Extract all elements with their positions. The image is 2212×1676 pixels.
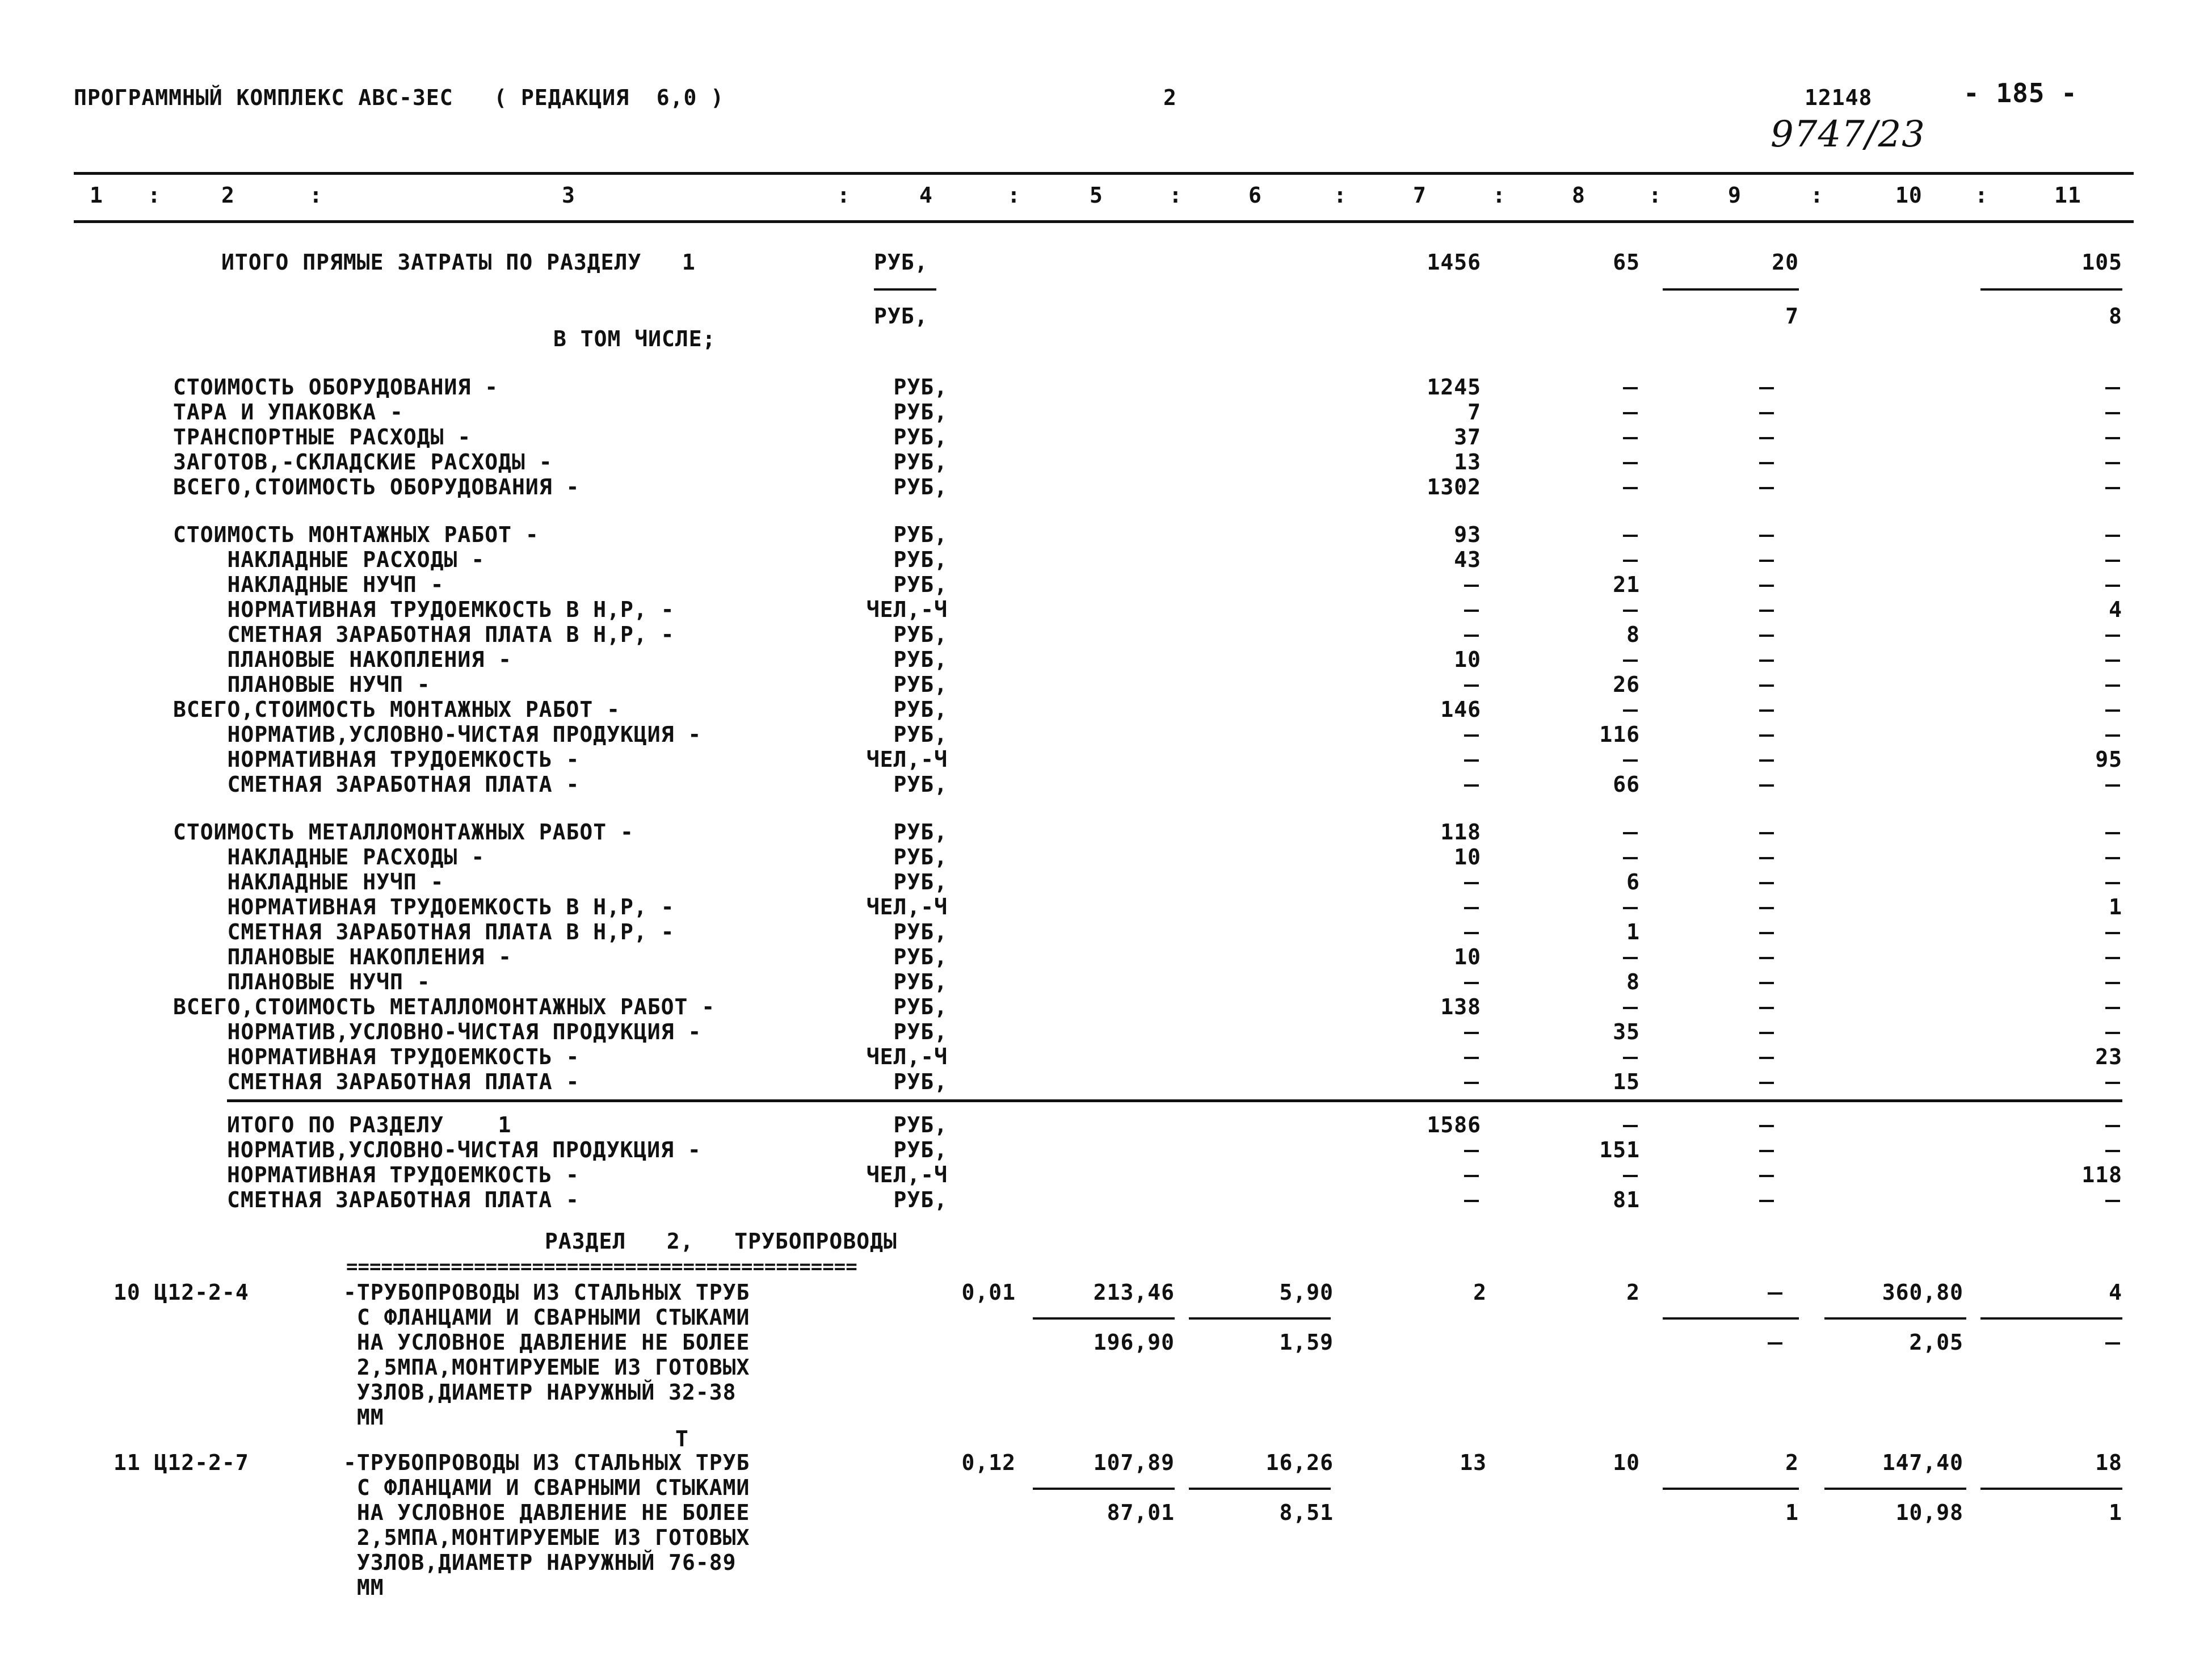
column-number: 6 xyxy=(1248,183,1262,208)
dash-row-c11 xyxy=(2105,535,2120,537)
section1-total-c8: 65 xyxy=(1613,250,1640,275)
row-c7: 43 xyxy=(1454,547,1481,572)
item-c5: 213,46 xyxy=(1093,1280,1175,1305)
row-c11: 95 xyxy=(2095,747,2122,772)
dash-row-c11 xyxy=(2105,660,2120,662)
section1-total-unit: РУБ, xyxy=(874,250,928,275)
item-c5: 107,89 xyxy=(1093,1450,1175,1475)
dash-row-c7 xyxy=(1464,610,1479,612)
dash-row-c9 xyxy=(1759,684,1774,687)
dash-item-c9 xyxy=(1768,1292,1782,1295)
row-c7: 10 xyxy=(1454,647,1481,672)
dash-row-c7 xyxy=(1464,784,1479,787)
dash-row-c11 xyxy=(2105,882,2120,884)
item-c10: 360,80 xyxy=(1882,1280,1963,1305)
page-number: 2 xyxy=(1163,85,1177,110)
item-c6: 16,26 xyxy=(1265,1450,1334,1475)
dash-row-c11 xyxy=(2105,1082,2120,1084)
row-c8: 8 xyxy=(1626,622,1640,647)
row-unit: РУБ, xyxy=(893,869,948,894)
row-c11: 23 xyxy=(2095,1044,2122,1069)
item-number: 10 Ц12-2-4 xyxy=(113,1280,249,1305)
item-fraction-rule xyxy=(1189,1317,1331,1320)
row-label: СТОИМОСТЬ ОБОРУДОВАНИЯ - xyxy=(173,375,499,400)
row-unit: РУБ, xyxy=(893,450,948,474)
dash-total-c8 xyxy=(1623,1175,1638,1177)
row-c8: 1 xyxy=(1626,919,1640,944)
item-description-line: ММ xyxy=(343,1575,384,1600)
item-mark: Т xyxy=(675,1426,689,1451)
row-unit: РУБ, xyxy=(893,969,948,994)
row-unit: РУБ, xyxy=(893,772,948,797)
section2-title: РАЗДЕЛ 2, ТРУБОПРОВОДЫ xyxy=(545,1229,897,1254)
row-c8: 66 xyxy=(1613,772,1640,797)
row-unit: РУБ, xyxy=(893,944,948,969)
row-c8: 116 xyxy=(1599,722,1640,747)
row-label: НАКЛАДНЫЕ НУЧП - xyxy=(173,572,444,597)
dash-item-c11b xyxy=(2105,1342,2120,1345)
column-number: 7 xyxy=(1413,183,1427,208)
row-c8: 21 xyxy=(1613,572,1640,597)
item-c11b: 1 xyxy=(2109,1500,2122,1525)
row-unit: РУБ, xyxy=(893,697,948,722)
column-number: 3 xyxy=(562,183,575,208)
column-separator: : xyxy=(1975,183,1988,208)
total-label: НОРМАТИВНАЯ ТРУДОЕМКОСТЬ - xyxy=(227,1162,579,1187)
row-label: НОРМАТИВ,УСЛОВНО-ЧИСТАЯ ПРОДУКЦИЯ - xyxy=(173,1019,702,1044)
item-c10: 147,40 xyxy=(1882,1450,1963,1475)
column-separator: : xyxy=(1007,183,1021,208)
dash-row-c9 xyxy=(1759,585,1774,587)
dash-row-c8 xyxy=(1623,832,1638,834)
item-qty: 0,12 xyxy=(961,1450,1016,1475)
dash-row-c9 xyxy=(1759,882,1774,884)
item-fraction-rule xyxy=(1663,1317,1799,1320)
row-label: ЗАГОТОВ,-СКЛАДСКИЕ РАСХОДЫ - xyxy=(173,450,553,474)
row-unit: ЧЕЛ,-Ч xyxy=(866,1044,948,1069)
item-c7: 13 xyxy=(1460,1450,1487,1475)
dash-row-c7 xyxy=(1464,1082,1479,1084)
dash-total-c9 xyxy=(1759,1200,1774,1202)
row-c8: 15 xyxy=(1613,1069,1640,1094)
row-unit: РУБ, xyxy=(893,820,948,845)
item-c6: 5,90 xyxy=(1279,1280,1334,1305)
row-unit: РУБ, xyxy=(893,425,948,450)
row-unit: РУБ, xyxy=(893,1019,948,1044)
dash-row-c7 xyxy=(1464,635,1479,637)
total-unit: РУБ, xyxy=(893,1137,948,1162)
row-c8: 35 xyxy=(1613,1019,1640,1044)
section1-total-c11: 105 xyxy=(2081,250,2122,275)
dash-row-c11 xyxy=(2105,585,2120,587)
row-label: ПЛАНОВЫЕ НУЧП - xyxy=(173,969,431,994)
row-label: СМЕТНАЯ ЗАРАБОТНАЯ ПЛАТА В Н,Р, - xyxy=(173,919,675,944)
item-fraction-rule xyxy=(1033,1488,1175,1490)
row-label: СМЕТНАЯ ЗАРАБОТНАЯ ПЛАТА - xyxy=(173,772,580,797)
item-description-line: УЗЛОВ,ДИАМЕТР НАРУЖНЫЙ 32-38 xyxy=(343,1380,737,1405)
dash-row-c8 xyxy=(1623,387,1638,389)
row-label: СМЕТНАЯ ЗАРАБОТНАЯ ПЛАТА - xyxy=(173,1069,580,1094)
row-c7: 10 xyxy=(1454,845,1481,869)
item-c6b: 1,59 xyxy=(1279,1330,1334,1355)
dash-row-c7 xyxy=(1464,1057,1479,1059)
item-c5b: 196,90 xyxy=(1093,1330,1175,1355)
column-separator: : xyxy=(309,183,323,208)
column-separator: : xyxy=(148,183,161,208)
dash-row-c11 xyxy=(2105,462,2120,464)
row-unit: РУБ, xyxy=(893,1069,948,1094)
handwritten-reference: 9747/23 xyxy=(1771,114,1925,156)
row-label: СТОИМОСТЬ МЕТАЛЛОМОНТАЖНЫХ РАБОТ - xyxy=(173,820,634,845)
row-label: НАКЛАДНЫЕ РАСХОДЫ - xyxy=(173,547,485,572)
row-label: НОРМАТИВ,УСЛОВНО-ЧИСТАЯ ПРОДУКЦИЯ - xyxy=(173,722,702,747)
row-c7: 1302 xyxy=(1427,474,1481,499)
dash-row-c9 xyxy=(1759,560,1774,562)
row-label: ВСЕГО,СТОИМОСТЬ МОНТАЖНЫХ РАБОТ - xyxy=(173,697,620,722)
dash-total-c7 xyxy=(1464,1175,1479,1177)
row-c7: 37 xyxy=(1454,425,1481,450)
item-description-line: С ФЛАНЦАМИ И СВАРНЫМИ СТЫКАМИ xyxy=(343,1305,750,1330)
item-fraction-rule xyxy=(1033,1317,1175,1320)
dash-row-c8 xyxy=(1623,412,1638,414)
sheet-number: - 185 - xyxy=(1963,78,2078,108)
section1-total-c9: 20 xyxy=(1772,250,1799,275)
dash-row-c8 xyxy=(1623,907,1638,909)
dash-row-c11 xyxy=(2105,982,2120,984)
total-label: СМЕТНАЯ ЗАРАБОТНАЯ ПЛАТА - xyxy=(227,1187,579,1212)
column-separator: : xyxy=(1334,183,1347,208)
unit-underline xyxy=(874,288,936,291)
dash-row-c9 xyxy=(1759,1082,1774,1084)
dash-row-c9 xyxy=(1759,857,1774,859)
item-fraction-rule xyxy=(1824,1488,1966,1490)
item-description-line: УЗЛОВ,ДИАМЕТР НАРУЖНЫЙ 76-89 xyxy=(343,1550,737,1575)
column-number: 8 xyxy=(1572,183,1586,208)
row-c11: 4 xyxy=(2109,597,2122,622)
item-fraction-rule xyxy=(1980,1488,2122,1490)
dash-row-c9 xyxy=(1759,535,1774,537)
row-label: НАКЛАДНЫЕ НУЧП - xyxy=(173,869,444,894)
dash-row-c8 xyxy=(1623,660,1638,662)
section1-total-c9b: 7 xyxy=(1785,304,1799,329)
row-label: ТРАНСПОРТНЫЕ РАСХОДЫ - xyxy=(173,425,472,450)
totals-top-rule xyxy=(227,1099,2122,1102)
dash-total-c9 xyxy=(1759,1150,1774,1152)
dash-row-c9 xyxy=(1759,412,1774,414)
dash-row-c9 xyxy=(1759,709,1774,712)
row-label: ВСЕГО,СТОИМОСТЬ ОБОРУДОВАНИЯ - xyxy=(173,474,580,499)
item-fraction-rule xyxy=(1189,1488,1331,1490)
row-unit: РУБ, xyxy=(893,547,948,572)
row-unit: РУБ, xyxy=(893,994,948,1019)
dash-row-c11 xyxy=(2105,734,2120,737)
item-description-line: ММ xyxy=(343,1405,384,1430)
row-label: НАКЛАДНЫЕ РАСХОДЫ - xyxy=(173,845,485,869)
row-unit: РУБ, xyxy=(893,622,948,647)
dash-row-c8 xyxy=(1623,560,1638,562)
dash-row-c7 xyxy=(1464,585,1479,587)
item-fraction-rule xyxy=(1663,1488,1799,1490)
row-c8: 6 xyxy=(1626,869,1640,894)
document-code: 12148 xyxy=(1805,85,1873,110)
dash-row-c9 xyxy=(1759,610,1774,612)
dash-row-c7 xyxy=(1464,882,1479,884)
item-description-line: НА УСЛОВНОЕ ДАВЛЕНИЕ НЕ БОЛЕЕ xyxy=(343,1500,750,1525)
item-c8: 2 xyxy=(1626,1280,1640,1305)
dash-row-c8 xyxy=(1623,957,1638,959)
row-label: НОРМАТИВНАЯ ТРУДОЕМКОСТЬ В Н,Р, - xyxy=(173,597,675,622)
column-number: 2 xyxy=(221,183,235,208)
row-c7: 13 xyxy=(1454,450,1481,474)
dash-total-c9 xyxy=(1759,1175,1774,1177)
dash-item-c9b xyxy=(1768,1342,1782,1345)
total-c8: 151 xyxy=(1599,1137,1640,1162)
column-number: 1 xyxy=(90,183,103,208)
item-c10b: 10,98 xyxy=(1895,1500,1963,1525)
dash-row-c9 xyxy=(1759,1007,1774,1009)
row-unit: РУБ, xyxy=(893,474,948,499)
dash-row-c8 xyxy=(1623,1057,1638,1059)
item-c9b: 1 xyxy=(1785,1500,1799,1525)
dash-row-c9 xyxy=(1759,635,1774,637)
dash-row-c11 xyxy=(2105,784,2120,787)
dash-row-c7 xyxy=(1464,684,1479,687)
dash-row-c11 xyxy=(2105,437,2120,439)
item-fraction-rule xyxy=(1824,1317,1966,1320)
total-unit: РУБ, xyxy=(893,1187,948,1212)
total-unit: РУБ, xyxy=(893,1112,948,1137)
row-c8: 26 xyxy=(1613,672,1640,697)
dash-row-c11 xyxy=(2105,1007,2120,1009)
dash-row-c8 xyxy=(1623,610,1638,612)
dash-row-c8 xyxy=(1623,535,1638,537)
row-unit: ЧЕЛ,-Ч xyxy=(866,894,948,919)
item-c5b: 87,01 xyxy=(1107,1500,1175,1525)
item-c7: 2 xyxy=(1473,1280,1487,1305)
item-description-line: 2,5МПА,МОНТИРУЕМЫЕ ИЗ ГОТОВЫХ xyxy=(343,1355,750,1380)
dash-row-c8 xyxy=(1623,1007,1638,1009)
item-c8: 10 xyxy=(1613,1450,1640,1475)
dash-row-c9 xyxy=(1759,982,1774,984)
row-label: ПЛАНОВЫЕ НУЧП - xyxy=(173,672,431,697)
dash-row-c8 xyxy=(1623,857,1638,859)
row-unit: РУБ, xyxy=(893,845,948,869)
row-unit: РУБ, xyxy=(893,572,948,597)
row-c7: 10 xyxy=(1454,944,1481,969)
dash-total-c11 xyxy=(2105,1200,2120,1202)
section1-total-label: ИТОГО ПРЯМЫЕ ЗАТРАТЫ ПО РАЗДЕЛУ 1 xyxy=(221,250,696,275)
row-label: СМЕТНАЯ ЗАРАБОТНАЯ ПЛАТА В Н,Р, - xyxy=(173,622,675,647)
total-c7: 1586 xyxy=(1427,1112,1481,1137)
dash-row-c9 xyxy=(1759,387,1774,389)
dash-row-c11 xyxy=(2105,832,2120,834)
row-c8: 8 xyxy=(1626,969,1640,994)
dash-row-c11 xyxy=(2105,412,2120,414)
section1-total-unit2: РУБ, xyxy=(874,304,928,329)
item-description-line: 2,5МПА,МОНТИРУЕМЫЕ ИЗ ГОТОВЫХ xyxy=(343,1525,750,1550)
dash-row-c11 xyxy=(2105,957,2120,959)
dash-total-c11 xyxy=(2105,1125,2120,1127)
row-c7: 7 xyxy=(1467,400,1481,425)
dash-row-c9 xyxy=(1759,957,1774,959)
row-c7: 93 xyxy=(1454,522,1481,547)
section1-total-c11b: 8 xyxy=(2109,304,2122,329)
row-c7: 118 xyxy=(1440,820,1481,845)
column-separator: : xyxy=(1492,183,1506,208)
item-c6b: 8,51 xyxy=(1279,1500,1334,1525)
row-unit: РУБ, xyxy=(893,400,948,425)
column-number: 4 xyxy=(919,183,933,208)
row-c11: 1 xyxy=(2109,894,2122,919)
row-label: НОРМАТИВНАЯ ТРУДОЕМКОСТЬ В Н,Р, - xyxy=(173,894,675,919)
dash-row-c9 xyxy=(1759,932,1774,934)
item-c11: 4 xyxy=(2109,1280,2122,1305)
item-c11: 18 xyxy=(2095,1450,2122,1475)
dash-row-c9 xyxy=(1759,1032,1774,1034)
dash-row-c9 xyxy=(1759,660,1774,662)
c11-underline xyxy=(1980,288,2122,291)
column-number: 5 xyxy=(1090,183,1103,208)
item-fraction-rule xyxy=(1980,1317,2122,1320)
row-label: ПЛАНОВЫЕ НАКОПЛЕНИЯ - xyxy=(173,647,512,672)
item-number: 11 Ц12-2-7 xyxy=(113,1450,249,1475)
total-label: ИТОГО ПО РАЗДЕЛУ 1 xyxy=(227,1112,512,1137)
program-header: ПРОГРАММНЫЙ КОМПЛЕКС АВС-3ЕС ( РЕДАКЦИЯ 6,0 ) xyxy=(74,85,725,110)
dash-row-c7 xyxy=(1464,759,1479,762)
header-bottom-rule xyxy=(74,220,2134,223)
item-c10b: 2,05 xyxy=(1909,1330,1963,1355)
row-label: НОРМАТИВНАЯ ТРУДОЕМКОСТЬ - xyxy=(173,747,580,772)
dash-row-c8 xyxy=(1623,759,1638,762)
dash-row-c9 xyxy=(1759,734,1774,737)
header-top-rule xyxy=(74,172,2134,175)
dash-row-c9 xyxy=(1759,437,1774,439)
dash-row-c11 xyxy=(2105,684,2120,687)
section1-total-c7: 1456 xyxy=(1427,250,1481,275)
row-c7: 138 xyxy=(1440,994,1481,1019)
dash-total-c7 xyxy=(1464,1150,1479,1152)
dash-row-c8 xyxy=(1623,709,1638,712)
dash-total-c11 xyxy=(2105,1150,2120,1152)
row-unit: РУБ, xyxy=(893,722,948,747)
dash-total-c8 xyxy=(1623,1125,1638,1127)
row-label: ПЛАНОВЫЕ НАКОПЛЕНИЯ - xyxy=(173,944,512,969)
row-unit: РУБ, xyxy=(893,375,948,400)
c9-underline xyxy=(1663,288,1799,291)
dash-row-c7 xyxy=(1464,1032,1479,1034)
dash-row-c8 xyxy=(1623,462,1638,464)
dash-row-c9 xyxy=(1759,832,1774,834)
item-c9: 2 xyxy=(1785,1450,1799,1475)
row-unit: РУБ, xyxy=(893,919,948,944)
row-label: ВСЕГО,СТОИМОСТЬ МЕТАЛЛОМОНТАЖНЫХ РАБОТ - xyxy=(173,994,716,1019)
item-description-line: -ТРУБОПРОВОДЫ ИЗ СТАЛЬНЫХ ТРУБ xyxy=(343,1280,750,1305)
dash-row-c11 xyxy=(2105,932,2120,934)
column-separator: : xyxy=(1810,183,1824,208)
dash-row-c9 xyxy=(1759,462,1774,464)
row-c7: 1245 xyxy=(1427,375,1481,400)
row-unit: РУБ, xyxy=(893,647,948,672)
dash-row-c9 xyxy=(1759,907,1774,909)
dash-row-c7 xyxy=(1464,932,1479,934)
dash-row-c11 xyxy=(2105,709,2120,712)
row-unit: ЧЕЛ,-Ч xyxy=(866,747,948,772)
column-separator: : xyxy=(837,183,851,208)
row-unit: РУБ, xyxy=(893,522,948,547)
row-label: ТАРА И УПАКОВКА - xyxy=(173,400,403,425)
dash-row-c9 xyxy=(1759,784,1774,787)
dash-row-c11 xyxy=(2105,487,2120,489)
column-number: 10 xyxy=(1895,183,1923,208)
row-c7: 146 xyxy=(1440,697,1481,722)
dash-row-c11 xyxy=(2105,857,2120,859)
dash-row-c9 xyxy=(1759,759,1774,762)
column-separator: : xyxy=(1649,183,1662,208)
total-c11: 118 xyxy=(2081,1162,2122,1187)
dash-row-c11 xyxy=(2105,1032,2120,1034)
item-description-line: С ФЛАНЦАМИ И СВАРНЫМИ СТЫКАМИ xyxy=(343,1475,750,1500)
row-label: НОРМАТИВНАЯ ТРУДОЕМКОСТЬ - xyxy=(173,1044,580,1069)
total-c8: 81 xyxy=(1613,1187,1640,1212)
total-unit: ЧЕЛ,-Ч xyxy=(866,1162,948,1187)
total-label: НОРМАТИВ,УСЛОВНО-ЧИСТАЯ ПРОДУКЦИЯ - xyxy=(227,1137,701,1162)
dash-total-c9 xyxy=(1759,1125,1774,1127)
section2-underline: ============================================ xyxy=(346,1255,857,1278)
column-separator: : xyxy=(1169,183,1183,208)
item-description-line: -ТРУБОПРОВОДЫ ИЗ СТАЛЬНЫХ ТРУБ xyxy=(343,1450,750,1475)
dash-row-c7 xyxy=(1464,734,1479,737)
dash-row-c9 xyxy=(1759,487,1774,489)
column-number: 9 xyxy=(1728,183,1742,208)
row-unit: ЧЕЛ,-Ч xyxy=(866,597,948,622)
dash-row-c11 xyxy=(2105,387,2120,389)
item-description-line: НА УСЛОВНОЕ ДАВЛЕНИЕ НЕ БОЛЕЕ xyxy=(343,1330,750,1355)
dash-row-c7 xyxy=(1464,907,1479,909)
dash-total-c7 xyxy=(1464,1200,1479,1202)
including-label: В ТОМ ЧИСЛЕ; xyxy=(553,326,716,351)
dash-row-c9 xyxy=(1759,1057,1774,1059)
dash-row-c11 xyxy=(2105,560,2120,562)
column-number: 11 xyxy=(2054,183,2081,208)
dash-row-c11 xyxy=(2105,635,2120,637)
item-qty: 0,01 xyxy=(961,1280,1016,1305)
dash-row-c8 xyxy=(1623,437,1638,439)
row-unit: РУБ, xyxy=(893,672,948,697)
row-label: СТОИМОСТЬ МОНТАЖНЫХ РАБОТ - xyxy=(173,522,539,547)
dash-row-c7 xyxy=(1464,982,1479,984)
dash-row-c8 xyxy=(1623,487,1638,489)
